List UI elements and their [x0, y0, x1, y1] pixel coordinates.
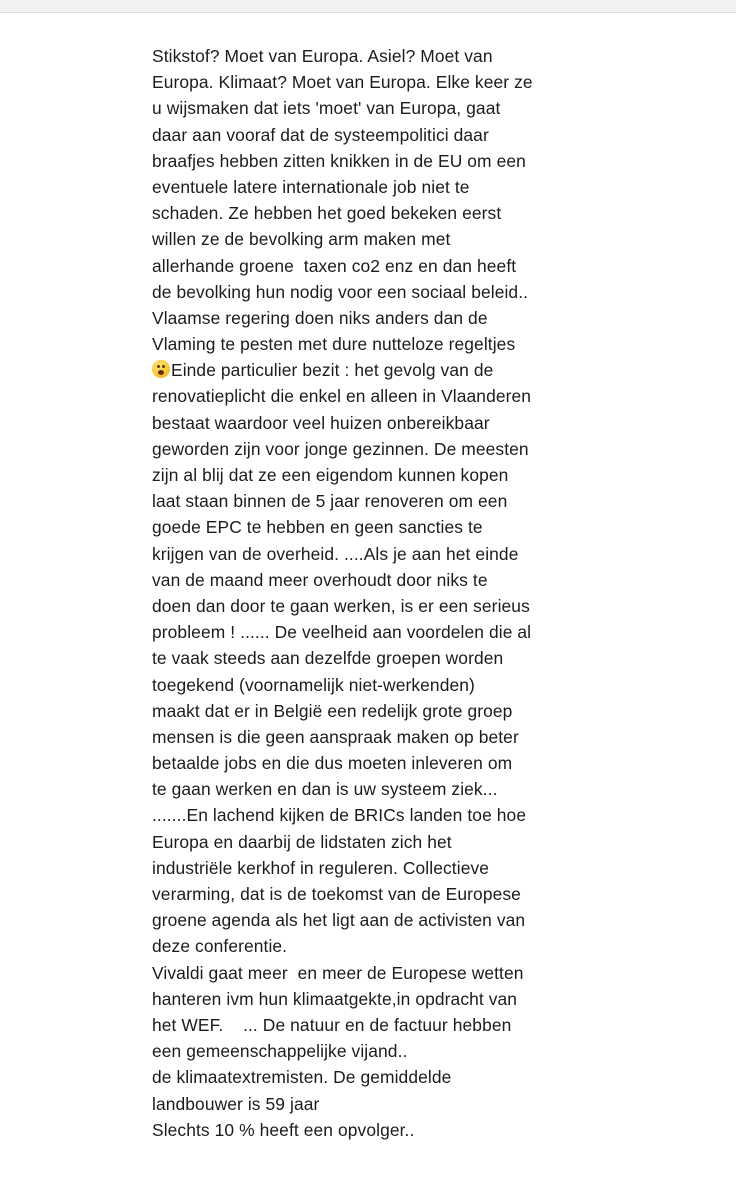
- text-line: Vlaming te pesten met dure nutteloze regeltjes: [152, 334, 516, 355]
- text-line: hanteren ivm hun klimaatgekte,in opdracht van: [152, 988, 518, 1009]
- top-browser-bar: [0, 0, 736, 13]
- text-line: de bevolking hun nodig voor een sociaal beleid..: [152, 281, 529, 302]
- text-line: het WEF. ... De natuur en de factuur hebben: [152, 1014, 512, 1035]
- text-line: bestaat waardoor veel huizen onbereikbaar: [152, 412, 490, 433]
- text-line: zijn al blij dat ze een eigendom kunnen kopen: [152, 465, 509, 485]
- text-line: eventuele latere internationale job niet te: [152, 176, 470, 197]
- text-line: te gaan werken en dan is uw systeem ziek...: [152, 779, 498, 800]
- text-line: de klimaatextremisten. De gemiddelde: [152, 1067, 452, 1088]
- text-line: schaden. Ze hebben het goed bekeken eerst: [152, 203, 502, 224]
- text-line: landbouwer is 59 jaar: [152, 1093, 320, 1114]
- text-line: goede EPC te hebben en geen sancties te: [152, 517, 483, 538]
- text-line: braafjes hebben zitten knikken in de EU om een: [152, 150, 526, 171]
- text-line: Europa. Klimaat? Moet van Europa. Elke keer ze: [152, 72, 533, 93]
- text-line: Einde particulier bezit : het gevolg van de: [171, 360, 494, 381]
- text-line: u wijsmaken dat iets 'moet' van Europa, gaat: [152, 98, 501, 119]
- text-line: geworden zijn voor jonge gezinnen. De meesten: [152, 438, 529, 459]
- text-line: Stikstof? Moet van Europa. Asiel? Moet van: [152, 46, 493, 66]
- text-line: probleem ! ...... De veelheid aan voordelen die al: [152, 622, 532, 643]
- text-line: deze conferentie.: [152, 936, 288, 957]
- text-line: Europa en daarbij de lidstaten zich het: [152, 831, 452, 852]
- text-line: maakt dat er in België een redelijk grote groep: [152, 700, 513, 721]
- text-line: doen dan door te gaan werken, is er een serieus: [152, 595, 530, 616]
- text-line: toegekend (voornamelijk niet-werkenden): [152, 674, 475, 695]
- text-line: renovatieplicht die enkel en alleen in Vlaanderen: [152, 386, 532, 407]
- text-line: allerhande groene taxen co2 enz en dan heeft: [152, 255, 517, 276]
- text-line: groene agenda als het ligt aan de activisten van: [152, 910, 526, 931]
- text-line: betaalde jobs en die dus moeten inleveren om: [152, 753, 513, 774]
- text-line: te vaak steeds aan dezelfde groepen worden: [152, 648, 504, 669]
- text-line: verarming, dat is de toekomst van de Europese: [152, 884, 521, 904]
- text-line: Vivaldi gaat meer en meer de Europese wetten: [152, 962, 524, 983]
- text-line: daar aan vooraf dat de systeempolitici daar: [152, 124, 489, 145]
- text-line: .......En lachend kijken de BRICs landen toe hoe: [152, 805, 527, 826]
- text-line: industriële kerkhof in reguleren. Collectieve: [152, 857, 490, 878]
- text-line: mensen is die geen aanspraak maken op beter: [152, 726, 519, 747]
- post-text: [152, 43, 572, 1143]
- astonished-face-icon: [152, 360, 170, 378]
- text-line: Vlaamse regering doen niks anders dan de: [152, 307, 488, 328]
- text-line: een gemeenschappelijke vijand..: [152, 1041, 408, 1062]
- text-line-with-emoji: [152, 357, 572, 383]
- text-line: Slechts 10 % heeft een opvolger..: [152, 1119, 415, 1140]
- text-line: laat staan binnen de 5 jaar renoveren om een: [152, 491, 508, 512]
- text-line: van de maand meer overhoudt door niks te: [152, 569, 488, 590]
- text-line: krijgen van de overheid. ....Als je aan het einde: [152, 543, 519, 564]
- text-line: willen ze de bevolking arm maken met: [152, 229, 451, 250]
